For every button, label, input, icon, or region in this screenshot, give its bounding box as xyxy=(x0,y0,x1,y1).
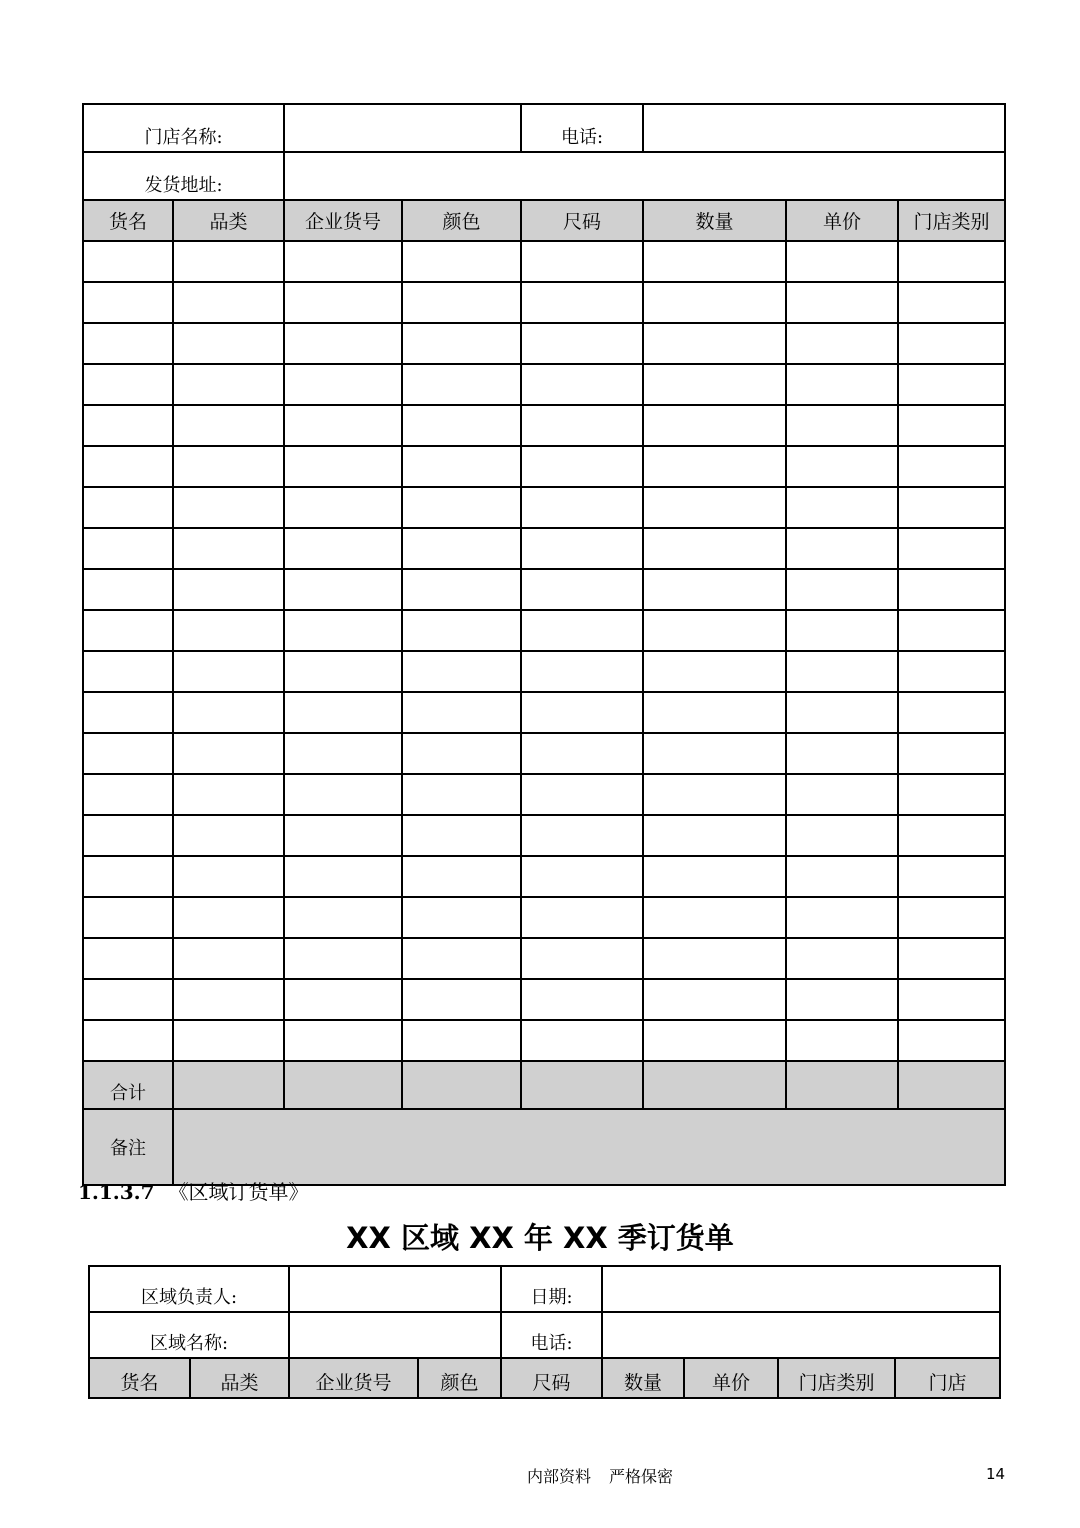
table-cell[interactable] xyxy=(786,856,898,897)
table-row xyxy=(83,405,1005,446)
table-cell[interactable] xyxy=(643,815,786,856)
table-cell[interactable] xyxy=(898,692,1005,733)
address-field[interactable] xyxy=(284,152,1005,200)
table-cell[interactable] xyxy=(521,774,643,815)
table-cell[interactable] xyxy=(173,405,284,446)
column-header: 门店类别 xyxy=(778,1358,895,1398)
table-cell[interactable] xyxy=(83,938,173,979)
table-cell[interactable] xyxy=(786,692,898,733)
column-header: 颜色 xyxy=(402,200,521,241)
region-order-table xyxy=(88,1265,1001,1399)
remark-label: 备注 xyxy=(83,1109,173,1185)
table-cell[interactable] xyxy=(898,282,1005,323)
table-cell[interactable] xyxy=(83,241,173,282)
table-cell[interactable] xyxy=(898,446,1005,487)
table-cell[interactable] xyxy=(643,569,786,610)
table-cell[interactable] xyxy=(173,815,284,856)
table-cell[interactable] xyxy=(643,938,786,979)
table-cell[interactable] xyxy=(786,364,898,405)
table-cell[interactable] xyxy=(402,692,521,733)
region-name-field[interactable] xyxy=(289,1312,501,1358)
table-cell[interactable] xyxy=(402,938,521,979)
table-cell[interactable] xyxy=(284,733,402,774)
table-row xyxy=(83,446,1005,487)
table-row xyxy=(83,241,1005,282)
table-cell[interactable] xyxy=(83,733,173,774)
table-cell[interactable] xyxy=(786,487,898,528)
table-cell[interactable] xyxy=(173,364,284,405)
table-cell[interactable] xyxy=(521,528,643,569)
table-cell[interactable] xyxy=(284,979,402,1020)
table-cell[interactable] xyxy=(898,979,1005,1020)
table-row xyxy=(83,323,1005,364)
table-cell[interactable] xyxy=(643,405,786,446)
region-form-title: XX 区域 XX 年 XX 季订货单 xyxy=(346,1221,734,1255)
phone-label: 电话: xyxy=(521,104,643,152)
table-cell[interactable] xyxy=(402,405,521,446)
table-cell[interactable] xyxy=(402,528,521,569)
date-label: 日期: xyxy=(501,1266,602,1312)
table-row xyxy=(83,651,1005,692)
table-cell[interactable] xyxy=(521,897,643,938)
table-cell[interactable] xyxy=(83,323,173,364)
table-cell[interactable] xyxy=(521,938,643,979)
table-cell[interactable] xyxy=(898,733,1005,774)
table-cell[interactable] xyxy=(643,487,786,528)
table-row xyxy=(83,528,1005,569)
table-cell[interactable] xyxy=(521,1020,643,1061)
table-cell[interactable] xyxy=(786,979,898,1020)
table-cell[interactable] xyxy=(284,856,402,897)
table-cell[interactable] xyxy=(786,815,898,856)
table-row xyxy=(83,856,1005,897)
table-cell[interactable] xyxy=(643,610,786,651)
table-cell[interactable] xyxy=(898,323,1005,364)
table-cell[interactable] xyxy=(521,569,643,610)
table-cell[interactable] xyxy=(786,569,898,610)
table-cell[interactable] xyxy=(521,446,643,487)
table-cell[interactable] xyxy=(643,651,786,692)
table-cell[interactable] xyxy=(83,815,173,856)
table-row xyxy=(83,610,1005,651)
total-cell[interactable] xyxy=(898,1061,1005,1109)
table-cell[interactable] xyxy=(898,241,1005,282)
table-cell[interactable] xyxy=(173,856,284,897)
table-cell[interactable] xyxy=(898,1020,1005,1061)
table-cell[interactable] xyxy=(83,897,173,938)
table-row xyxy=(83,979,1005,1020)
table-row xyxy=(83,364,1005,405)
table-cell[interactable] xyxy=(402,241,521,282)
table-row xyxy=(83,733,1005,774)
column-header: 数量 xyxy=(643,200,786,241)
table-cell[interactable] xyxy=(402,979,521,1020)
table-cell[interactable] xyxy=(284,241,402,282)
table-cell[interactable] xyxy=(402,856,521,897)
table-cell[interactable] xyxy=(83,487,173,528)
total-cell[interactable] xyxy=(402,1061,521,1109)
table-cell[interactable] xyxy=(521,487,643,528)
table-cell[interactable] xyxy=(402,897,521,938)
table-cell[interactable] xyxy=(786,282,898,323)
total-cell[interactable] xyxy=(173,1061,284,1109)
table-cell[interactable] xyxy=(643,323,786,364)
footer-confidential xyxy=(0,1464,1080,1487)
table-cell[interactable] xyxy=(83,692,173,733)
table-cell[interactable] xyxy=(173,487,284,528)
table-cell[interactable] xyxy=(173,938,284,979)
table-cell[interactable] xyxy=(173,528,284,569)
table-cell[interactable] xyxy=(173,446,284,487)
table-cell[interactable] xyxy=(284,528,402,569)
table-cell[interactable] xyxy=(173,897,284,938)
column-header: 门店 xyxy=(895,1358,1000,1398)
table-cell[interactable] xyxy=(521,610,643,651)
table-cell[interactable] xyxy=(643,282,786,323)
table-cell[interactable] xyxy=(521,405,643,446)
table-cell[interactable] xyxy=(402,487,521,528)
table-row xyxy=(83,692,1005,733)
store-name-label: 门店名称: xyxy=(83,104,284,152)
footer-secret: 严格保密 xyxy=(609,1467,674,1486)
table-cell[interactable] xyxy=(521,323,643,364)
table-cell[interactable] xyxy=(898,364,1005,405)
table-cell[interactable] xyxy=(521,364,643,405)
table-cell[interactable] xyxy=(83,774,173,815)
table-cell[interactable] xyxy=(284,692,402,733)
region-phone-field[interactable] xyxy=(602,1312,1000,1358)
table-cell[interactable] xyxy=(402,815,521,856)
table-cell[interactable] xyxy=(898,897,1005,938)
table-cell[interactable] xyxy=(786,1020,898,1061)
column-header: 品类 xyxy=(190,1358,289,1398)
table-cell[interactable] xyxy=(284,774,402,815)
column-header: 品类 xyxy=(173,200,284,241)
table-cell[interactable] xyxy=(898,774,1005,815)
region-name-label: 区域名称: xyxy=(89,1312,289,1358)
table-cell[interactable] xyxy=(83,651,173,692)
table-cell[interactable] xyxy=(284,405,402,446)
section-number: 1.1.3.7 xyxy=(78,1180,155,1204)
table-cell[interactable] xyxy=(643,979,786,1020)
table-row xyxy=(83,1020,1005,1061)
table-cell[interactable] xyxy=(284,487,402,528)
table-cell[interactable] xyxy=(643,692,786,733)
table-cell[interactable] xyxy=(521,856,643,897)
column-header: 货名 xyxy=(83,200,173,241)
table-cell[interactable] xyxy=(284,323,402,364)
table-cell[interactable] xyxy=(898,569,1005,610)
table-row xyxy=(83,487,1005,528)
table-cell[interactable] xyxy=(786,774,898,815)
table-cell[interactable] xyxy=(521,979,643,1020)
table-cell[interactable] xyxy=(402,446,521,487)
table-cell[interactable] xyxy=(786,733,898,774)
table-row xyxy=(83,774,1005,815)
table-cell[interactable] xyxy=(521,651,643,692)
table-cell[interactable] xyxy=(402,651,521,692)
footer-internal: 内部资料 xyxy=(526,1467,591,1486)
column-header: 数量 xyxy=(602,1358,684,1398)
store-table-header xyxy=(83,200,1005,241)
section-title: 《区域订货单》 xyxy=(168,1180,309,1204)
table-cell[interactable] xyxy=(284,569,402,610)
table-cell[interactable] xyxy=(284,610,402,651)
phone-field[interactable] xyxy=(643,104,1005,152)
table-cell[interactable] xyxy=(521,692,643,733)
column-header: 单价 xyxy=(684,1358,778,1398)
table-cell[interactable] xyxy=(284,364,402,405)
table-cell[interactable] xyxy=(402,569,521,610)
table-cell[interactable] xyxy=(173,1020,284,1061)
table-cell[interactable] xyxy=(284,815,402,856)
table-cell[interactable] xyxy=(786,241,898,282)
table-row xyxy=(83,282,1005,323)
store-name-field[interactable] xyxy=(284,104,521,152)
table-cell[interactable] xyxy=(786,897,898,938)
section-heading xyxy=(78,1176,309,1205)
table-cell[interactable] xyxy=(284,282,402,323)
column-header: 企业货号 xyxy=(284,200,402,241)
table-cell[interactable] xyxy=(521,241,643,282)
table-cell[interactable] xyxy=(173,610,284,651)
table-cell[interactable] xyxy=(173,774,284,815)
table-cell[interactable] xyxy=(402,364,521,405)
table-cell[interactable] xyxy=(284,897,402,938)
table-cell[interactable] xyxy=(898,815,1005,856)
page-number: 14 xyxy=(986,1465,1006,1483)
table-cell[interactable] xyxy=(173,241,284,282)
table-cell[interactable] xyxy=(402,1020,521,1061)
table-row xyxy=(83,569,1005,610)
table-cell[interactable] xyxy=(643,241,786,282)
table-cell[interactable] xyxy=(173,979,284,1020)
table-cell[interactable] xyxy=(786,446,898,487)
table-cell[interactable] xyxy=(83,610,173,651)
column-header: 尺码 xyxy=(521,200,643,241)
table-cell[interactable] xyxy=(643,528,786,569)
table-cell[interactable] xyxy=(284,446,402,487)
table-cell[interactable] xyxy=(643,733,786,774)
table-row xyxy=(83,815,1005,856)
region-manager-label: 区域负责人: xyxy=(89,1266,289,1312)
table-cell[interactable] xyxy=(402,610,521,651)
total-label: 合计 xyxy=(83,1061,173,1109)
table-cell[interactable] xyxy=(83,1020,173,1061)
total-cell[interactable] xyxy=(786,1061,898,1109)
table-cell[interactable] xyxy=(643,1020,786,1061)
table-cell[interactable] xyxy=(402,282,521,323)
column-header: 尺码 xyxy=(501,1358,602,1398)
table-cell[interactable] xyxy=(521,815,643,856)
table-cell[interactable] xyxy=(83,282,173,323)
table-cell[interactable] xyxy=(83,364,173,405)
table-cell[interactable] xyxy=(643,897,786,938)
table-cell[interactable] xyxy=(786,610,898,651)
table-cell[interactable] xyxy=(786,651,898,692)
table-cell[interactable] xyxy=(83,528,173,569)
table-cell[interactable] xyxy=(284,938,402,979)
table-cell[interactable] xyxy=(402,733,521,774)
column-header: 单价 xyxy=(786,200,898,241)
table-cell[interactable] xyxy=(898,487,1005,528)
date-field[interactable] xyxy=(602,1266,1000,1312)
table-row xyxy=(83,938,1005,979)
table-cell[interactable] xyxy=(284,651,402,692)
total-cell[interactable] xyxy=(521,1061,643,1109)
column-header: 货名 xyxy=(89,1358,190,1398)
table-cell[interactable] xyxy=(173,692,284,733)
table-cell[interactable] xyxy=(898,856,1005,897)
table-cell[interactable] xyxy=(786,938,898,979)
table-cell[interactable] xyxy=(521,733,643,774)
total-row xyxy=(83,1061,1005,1109)
table-cell[interactable] xyxy=(173,733,284,774)
table-cell[interactable] xyxy=(402,323,521,364)
address-label: 发货地址: xyxy=(83,152,284,200)
table-cell[interactable] xyxy=(786,528,898,569)
table-cell[interactable] xyxy=(643,446,786,487)
table-cell[interactable] xyxy=(173,651,284,692)
table-cell[interactable] xyxy=(898,651,1005,692)
total-cell[interactable] xyxy=(284,1061,402,1109)
table-cell[interactable] xyxy=(83,979,173,1020)
store-order-table xyxy=(82,103,1006,1186)
region-table-header xyxy=(89,1358,1000,1398)
column-header: 门店类别 xyxy=(898,200,1005,241)
column-header: 颜色 xyxy=(418,1358,501,1398)
table-row xyxy=(83,897,1005,938)
table-cell[interactable] xyxy=(83,856,173,897)
table-cell[interactable] xyxy=(643,364,786,405)
remark-field[interactable] xyxy=(173,1109,1005,1185)
table-cell[interactable] xyxy=(643,774,786,815)
table-cell[interactable] xyxy=(83,446,173,487)
table-cell[interactable] xyxy=(173,569,284,610)
table-cell[interactable] xyxy=(521,282,643,323)
table-cell[interactable] xyxy=(83,405,173,446)
table-cell[interactable] xyxy=(173,323,284,364)
column-header: 企业货号 xyxy=(289,1358,418,1398)
table-cell[interactable] xyxy=(643,856,786,897)
region-phone-label: 电话: xyxy=(501,1312,602,1358)
table-cell[interactable] xyxy=(284,1020,402,1061)
table-cell[interactable] xyxy=(83,569,173,610)
table-cell[interactable] xyxy=(898,528,1005,569)
table-cell[interactable] xyxy=(898,610,1005,651)
table-cell[interactable] xyxy=(786,323,898,364)
table-cell[interactable] xyxy=(402,774,521,815)
region-manager-field[interactable] xyxy=(289,1266,501,1312)
remark-row xyxy=(83,1109,1005,1185)
table-cell[interactable] xyxy=(898,405,1005,446)
total-cell[interactable] xyxy=(643,1061,786,1109)
table-cell[interactable] xyxy=(173,282,284,323)
table-cell[interactable] xyxy=(786,405,898,446)
table-cell[interactable] xyxy=(898,938,1005,979)
